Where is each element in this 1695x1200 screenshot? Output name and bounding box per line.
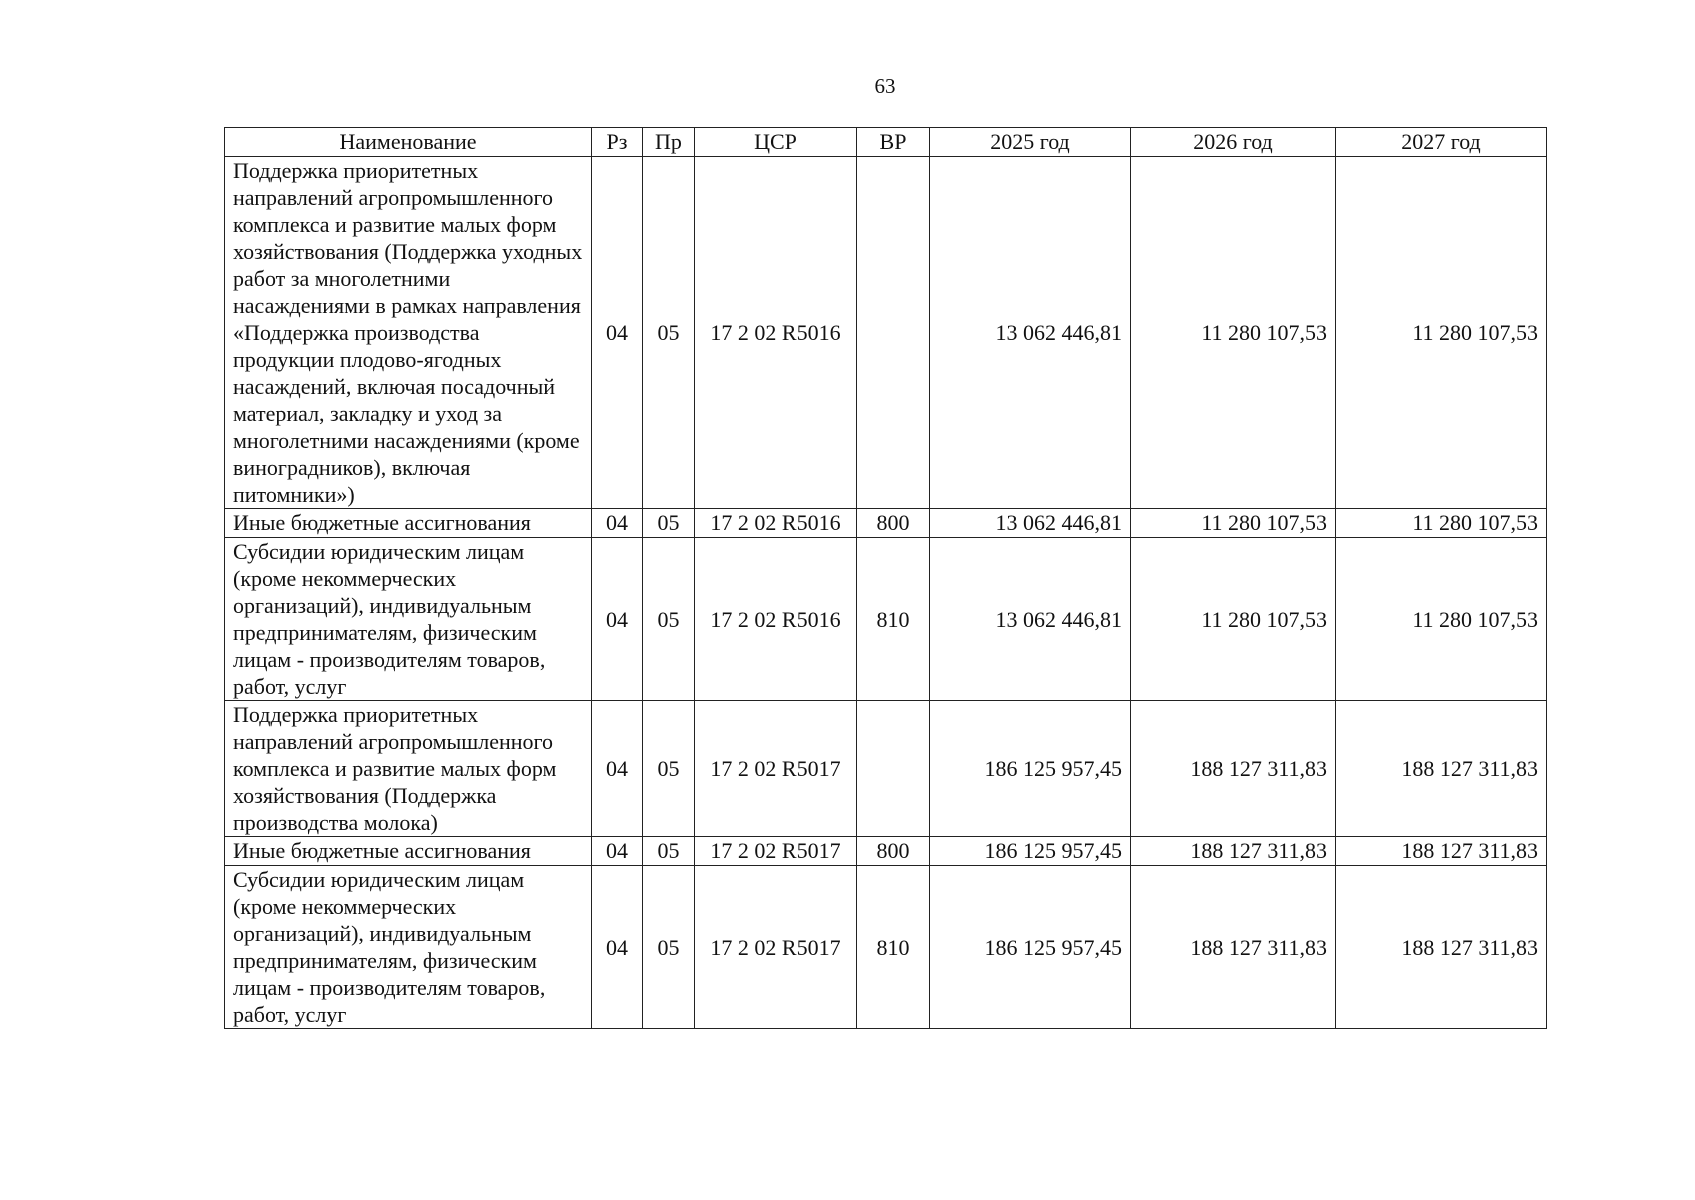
row-2027: 11 280 107,53 xyxy=(1336,157,1547,509)
table-row xyxy=(225,866,1547,1029)
row-csr: 17 2 02 R5017 xyxy=(695,701,857,837)
row-2025: 13 062 446,81 xyxy=(930,538,1131,701)
header-2025: 2025 год xyxy=(930,128,1131,157)
header-csr: ЦСР xyxy=(695,128,857,157)
table-row xyxy=(225,538,1547,701)
header-vr: ВР xyxy=(857,128,930,157)
table-row xyxy=(225,509,1547,538)
header-rz: Рз xyxy=(592,128,643,157)
row-name: Субсидии юридическим лицам (кроме некоммерческих организаций), индивидуальным предпринимателям, физическим лицам - производителям товаров, работ, услуг xyxy=(225,538,592,701)
row-2026: 188 127 311,83 xyxy=(1131,837,1336,866)
row-2026: 188 127 311,83 xyxy=(1131,866,1336,1029)
row-2027: 11 280 107,53 xyxy=(1336,509,1547,538)
row-vr: 810 xyxy=(857,866,930,1029)
row-csr: 17 2 02 R5016 xyxy=(695,157,857,509)
row-2026: 11 280 107,53 xyxy=(1131,509,1336,538)
row-pr: 05 xyxy=(643,701,695,837)
row-2025: 186 125 957,45 xyxy=(930,701,1131,837)
row-rz: 04 xyxy=(592,866,643,1029)
table-header-row xyxy=(225,128,1547,157)
row-2026: 11 280 107,53 xyxy=(1131,538,1336,701)
header-2027: 2027 год xyxy=(1336,128,1547,157)
table-row xyxy=(225,157,1547,509)
table-row xyxy=(225,837,1547,866)
row-name: Иные бюджетные ассигнования xyxy=(225,837,592,866)
row-2025: 13 062 446,81 xyxy=(930,509,1131,538)
row-pr: 05 xyxy=(643,509,695,538)
budget-table xyxy=(224,127,1547,1029)
row-name: Иные бюджетные ассигнования xyxy=(225,509,592,538)
header-2026: 2026 год xyxy=(1131,128,1336,157)
row-csr: 17 2 02 R5017 xyxy=(695,837,857,866)
row-vr: 800 xyxy=(857,509,930,538)
page-number: 63 xyxy=(874,74,896,98)
row-rz: 04 xyxy=(592,837,643,866)
row-2027: 188 127 311,83 xyxy=(1336,701,1547,837)
row-2025: 13 062 446,81 xyxy=(930,157,1131,509)
row-2025: 186 125 957,45 xyxy=(930,837,1131,866)
row-name: Поддержка приоритетных направлений агропромышленного комплекса и развитие малых форм хозяйствования (Поддержка уходных работ за многолетними насаждениями в рамках направления «Поддержка производства продукции плодово-ягодных насаждений, включая посадочный материал, закладку и уход за многолетними насаждениями (кроме виноградников), включая питомники») xyxy=(225,157,592,509)
row-csr: 17 2 02 R5017 xyxy=(695,866,857,1029)
row-pr: 05 xyxy=(643,866,695,1029)
row-vr xyxy=(857,157,930,509)
header-pr: Пр xyxy=(643,128,695,157)
row-2027: 188 127 311,83 xyxy=(1336,837,1547,866)
row-name: Субсидии юридическим лицам (кроме некоммерческих организаций), индивидуальным предпринимателям, физическим лицам - производителям товаров, работ, услуг xyxy=(225,866,592,1029)
row-2027: 11 280 107,53 xyxy=(1336,538,1547,701)
row-2026: 11 280 107,53 xyxy=(1131,157,1336,509)
row-2027: 188 127 311,83 xyxy=(1336,866,1547,1029)
row-rz: 04 xyxy=(592,509,643,538)
row-vr: 800 xyxy=(857,837,930,866)
row-rz: 04 xyxy=(592,157,643,509)
row-rz: 04 xyxy=(592,701,643,837)
row-pr: 05 xyxy=(643,538,695,701)
row-2026: 188 127 311,83 xyxy=(1131,701,1336,837)
row-vr: 810 xyxy=(857,538,930,701)
row-csr: 17 2 02 R5016 xyxy=(695,538,857,701)
row-csr: 17 2 02 R5016 xyxy=(695,509,857,538)
row-rz: 04 xyxy=(592,538,643,701)
row-name: Поддержка приоритетных направлений агропромышленного комплекса и развитие малых форм хозяйствования (Поддержка производства молока) xyxy=(225,701,592,837)
row-vr xyxy=(857,701,930,837)
header-name: Наименование xyxy=(225,128,592,157)
row-2025: 186 125 957,45 xyxy=(930,866,1131,1029)
row-pr: 05 xyxy=(643,837,695,866)
row-pr: 05 xyxy=(643,157,695,509)
table-row xyxy=(225,701,1547,837)
